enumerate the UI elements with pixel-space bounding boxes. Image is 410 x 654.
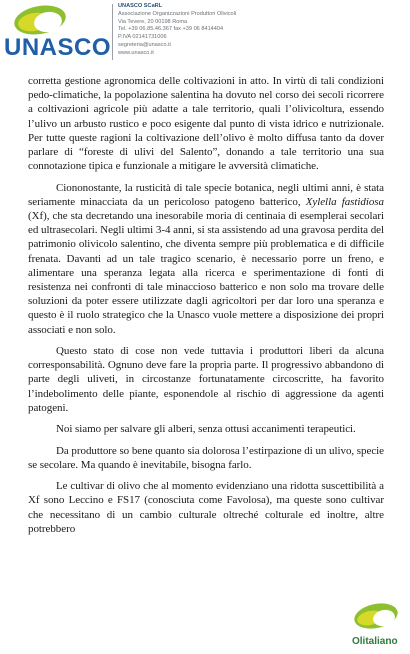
org-vat: P.IVA 02141731006	[118, 34, 167, 41]
org-email: segreteria@unasco.it	[118, 41, 171, 48]
paragraph-2	[28, 181, 384, 337]
org-name: UNASCO SCaRL	[118, 3, 163, 9]
contact-block	[118, 3, 236, 58]
org-full-name: Associazione Organizzazioni Produttori Olivicoli	[118, 10, 237, 17]
unasco-logo-text: UNASCO	[4, 34, 112, 61]
paragraph-2-start: Ciononostante, la rusticità di tale specie botanica, negli ultimi anni, è stata seriamente minacciata da un pericoloso patogeno batterico,	[28, 181, 384, 208]
letterhead	[0, 0, 410, 66]
olitaliano-brand-text: Olitaliano	[352, 636, 398, 647]
paragraph-3: Questo stato di cose non vede tuttavia i produttori liberi da alcuna corresponsabilità. Ognuno deve fare la propria parte. Il progressivo abbandono di parte degli uliveti, in circostanze fortunatamente circoscritte, ha favorito l’indebolimento delle piante, esponendole al rischio di aggressione da agenti patogeni.	[28, 345, 384, 414]
org-website: www.unasco.it	[118, 49, 154, 56]
paragraph-6: Le cultivar di olivo che al momento evidenziano una ridotta suscettibilità a Xf sono Leccino e FS17 (conosciuta come Favolosa), ma queste sono cultivar che necessitano di un cambio culturale oltreché colturale ed inoltre, altre potrebbero	[28, 480, 384, 535]
paragraph-5: Da produttore so bene quanto sia dolorosa l’estirpazione di un ulivo, specie se secolare. Ma quando è inevitabile, bisogna farlo.	[28, 444, 384, 471]
org-phone: Tel. +39 06.85.46.367 fax +39 06 8414404	[118, 26, 224, 33]
document-body	[28, 74, 384, 543]
paragraph-1: corretta gestione agronomica delle coltivazioni in atto. In virtù di tali condizioni pedo-climatiche, la popolazione salentina ha dovuto nel corso dei secoli ricorrere a coltivazioni agricole più adatte a tale territorio, quali l’olivicoltura, essendo l’ulivo un arbusto rustico e poco esigente dal punto di vista idrico e nutrizionale. Per tutte queste ragioni la coltivazione dell’olivo è molto diffusa tanto da dover parlare di “foreste di ulivi del Salento”, donando a tale territorio una sua connotazione tipica e funzionale a mitigare le avversità climatiche.	[28, 75, 384, 173]
paragraph-2-rest: (Xf), che sta decretando una inesorabile moria di centinaia di esemplerai secolari ed ultrasecolari. Negli ultimi 3-4 anni, si sta assistendo ad una gravosa perdita del patrimonio olivicolo salentino, che diventa sempre più problematica e di difficile frenata. Davanti ad un tale tragico scenario, è necessario porre un freno, e alimentare una speranza legata alla ricerca e sperimentazione di fonti di resistenza nei confronti di tale minaccioso batterico e non solo ma trovare delle soluzioni da poter essere utilizzate dagli agricoltori per dar loro una speranza e questo è il ruolo strategico che la Unasco vuole mettere a disposizione dei propri associati e non solo.	[28, 210, 384, 336]
header-divider	[112, 4, 113, 60]
paragraph-4: Noi siamo per salvare gli alberi, senza ottusi accanimenti terapeutici.	[56, 423, 356, 436]
species-name: Xylella fastidiosa	[305, 195, 384, 208]
org-address: Via Tevere, 20 00198 Roma	[118, 18, 188, 25]
